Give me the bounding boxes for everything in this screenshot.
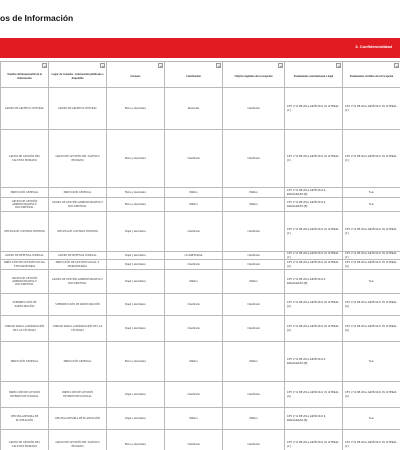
table-cell: N.A. [343,198,400,212]
table-cell: Pública [165,188,223,198]
table-row [1,88,400,130]
filter-dropdown-icon[interactable] [42,63,47,68]
section-banner [0,38,400,58]
table-cell: Clasificada [165,130,223,188]
table-cell: GRUPO DE GESTIÓN ADMINISTRATIVA Y DOCUMENTAL [49,270,107,294]
table-cell: LEY 1712 DE 2014, ARTÍCULO 18, LITERAL (A) [343,382,400,408]
column-header-label: Fundamento constitucional o legal [293,74,334,78]
page-title: os de Información [0,13,74,23]
table-cell: GRUPO DE GESTIÓN ADMINISTRATIVA Y DOCUMENTAL [1,270,49,294]
column-header-label: Clasificación [186,74,201,78]
table-cell: LEY 1712 DE 2014, ARTÍCULO 18, LITERAL (A) [343,316,400,342]
table-cell: Reservada [165,88,223,130]
table-cell: DIRECCIÓN GENERAL [49,342,107,382]
table-cell: Pública [223,188,285,198]
table-cell: DIRECCIÓN GENERAL [1,342,49,382]
table-cell: LEY 1712 DE 2014, ARTÍCULO 6, PARÁGRAFO (B) [285,342,343,382]
table-cell: Papel y electrónico [107,252,165,260]
table-cell: Físico y electrónico [107,130,165,188]
table-cell: GRUPO DE GESTIÓN DEL TALENTO HUMANO [49,430,107,450]
filter-dropdown-icon[interactable] [394,63,399,68]
table-cell: Pública [223,270,285,294]
table-cell: GRUPO DE DEFENSA JUDICIAL [49,252,107,260]
column-header-clasificacion [165,62,223,88]
table-cell: LEY 1712 DE 2014, ARTÍCULO 18, LITERAL (C) [343,430,400,450]
table-cell: Papel y electrónico [107,316,165,342]
table-cell: DIRECCIÓN DE GESTIÓN INTERINSTITUCIONAL [49,382,107,408]
table-cell: Pública [165,270,223,294]
table-cell: DIRECCIÓN GENERAL [49,188,107,198]
table-row [1,130,400,188]
table-cell: Clasificada [165,294,223,316]
table-cell: Clasificada [223,294,285,316]
table-cell: LEY 1712 DE 2014, ARTÍCULO 18, LITERAL (A) [285,316,343,342]
table-cell: OFICINA ASESORA DE PLANEACIÓN [49,408,107,430]
table-cell: OFICINA DE CONTROL INTERNO [1,212,49,252]
table-cell: Físico y electrónico [107,88,165,130]
table-cell: DIRECCIÓN DE GESTIÓN SOCIAL Y HUMANITARIA [1,260,49,270]
table-cell: CLASIFICADA [165,252,223,260]
table-row [1,342,400,382]
table-cell: LEY 1712 DE 2014, ARTÍCULO 18, LITERAL (A) [343,260,400,270]
filter-dropdown-icon[interactable] [278,63,283,68]
table-cell: N.A. [343,188,400,198]
table-cell: Clasificada [165,260,223,270]
table-cell: Papel y electrónico [107,408,165,430]
table-cell: OFICINA DE CONTROL INTERNO [49,212,107,252]
table-cell: GRUPO DE DEFENSA JUDICIAL [1,252,49,260]
table-cell: LEY 1712 DE 2014, ARTÍCULO 18, LITERAL (C) [285,430,343,450]
table-cell: GRUPO DE GESTIÓN ADMINISTRATIVA Y DOCUMENTAL [1,198,49,212]
table-cell: Papel y electrónico [107,212,165,252]
table-cell: UNIDAD PARA LA REPARACIÓN DE LAS VÍCTIMAS [49,316,107,342]
information-table [0,61,400,450]
table-row [1,382,400,408]
column-header-label: Fundamento Jurídico de la Excepción [349,74,394,78]
table-cell: N.A. [343,408,400,430]
table-cell: GRUPO DE ARCHIVO CENTRAL [1,88,49,130]
table-cell: GRUPO DE GESTIÓN ADMINISTRATIVA Y DOCUMENTAL [49,198,107,212]
table-cell: LEY 1712 DE 2014, ARTÍCULO 18, LITERAL (A) [285,294,343,316]
table-row [1,198,400,212]
table-cell: Clasificada [223,382,285,408]
table-cell: LEY 1712 DE 2014, ARTÍCULO 18, LITERAL (C) [343,88,400,130]
table-cell: Pública [165,198,223,212]
table-row [1,212,400,252]
filter-dropdown-icon[interactable] [336,63,341,68]
column-header-label: Nombre del Responsable de la Información [7,73,42,80]
table-cell: Clasificada [223,260,285,270]
table-row [1,252,400,260]
table-cell: SUBDIRECCIÓN DE PARTICIPACIÓN [1,294,49,316]
table-cell: Pública [223,408,285,430]
table-row [1,260,400,270]
table-cell: Clasificada [223,430,285,450]
table-cell: N.A. [343,270,400,294]
table-cell: Clasificada [223,130,285,188]
table-cell: LEY 1712 DE 2014, ARTÍCULO 6, PARÁGRAFO (B) [285,270,343,294]
table-cell: SUBDIRECCIÓN DE PARTICIPACIÓN [49,294,107,316]
table-cell: LEY 1712 DE 2014, ARTÍCULO 6, PARÁGRAFO (B) [285,198,343,212]
table-cell: Papel y electrónico [107,294,165,316]
table-cell: Clasificada [165,212,223,252]
table-cell: Pública [223,198,285,212]
table-cell: Clasificada [223,252,285,260]
column-header-fundamento-juridico [343,62,400,88]
table-cell: Físico y electrónico [107,342,165,382]
table-cell: Físico y electrónico [107,198,165,212]
table-cell: Clasificada [223,212,285,252]
table-row [1,430,400,450]
table-cell: Pública [223,342,285,382]
column-header-formato [107,62,165,88]
filter-dropdown-icon[interactable] [216,63,221,68]
table-cell: LEY 1712 DE 2014, ARTÍCULO 18, LITERAL (C) [285,88,343,130]
table-cell: LEY 1712 DE 2014, ARTÍCULO 18, LITERAL (A) [343,294,400,316]
table-row [1,270,400,294]
section-banner-label: 3. Confidencialidad [355,44,392,49]
table-cell: Físico y electrónico [107,430,165,450]
table-cell: N.A. [343,342,400,382]
table-cell: GRUPO DE ARCHIVO CENTRAL [49,88,107,130]
column-header-objetivo [223,62,285,88]
column-header-responsable [1,62,49,88]
table-cell: Pública [165,408,223,430]
table-cell: GRUPO DE GESTIÓN DEL TALENTO HUMANO [1,430,49,450]
table-cell: UNIDAD PARA LA REPARACIÓN DE LAS VÍCTIMAS [1,316,49,342]
table-cell: DIRECCIÓN DE GESTIÓN SOCIAL Y HUMANITARIA [49,260,107,270]
table-cell: Papel y electrónico [107,270,165,294]
column-header-fundamento-legal [285,62,343,88]
table-cell: GRUPO DE GESTIÓN DEL TALENTO HUMANO [49,130,107,188]
column-header-lugar-consulta [49,62,107,88]
table-cell: LEY 1712 DE 2014, ARTÍCULO 18, LITERAL (C) [285,252,343,260]
table-cell: LEY 1712 DE 2014, ARTÍCULO 18, LITERAL (A) [285,260,343,270]
table-row [1,408,400,430]
table-row [1,316,400,342]
table-cell: LEY 1712 DE 2014, ARTÍCULO 18, LITERAL (C) [285,212,343,252]
column-header-label: Formato [130,74,141,78]
column-header-label: Objetivo legítimo de la excepción [234,74,273,78]
table-cell: Clasificada [165,382,223,408]
table-header-row [1,62,400,88]
table-cell: LEY 1712 DE 2014, ARTÍCULO 18, LITERAL (A) [285,382,343,408]
filter-dropdown-icon[interactable] [158,63,163,68]
table-cell: Clasificada [223,316,285,342]
table-cell: Papel y electrónico [107,260,165,270]
column-header-label: Lugar de Consulta - Información publicada o disponible [51,73,104,80]
table-cell: LEY 1712 DE 2014, ARTÍCULO 6, PARÁGRAFO (B) [285,408,343,430]
table-cell: LEY 1712 DE 2014, ARTÍCULO 18, LITERAL (C) [343,130,400,188]
table-row [1,294,400,316]
table-cell: LEY 1712 DE 2014, ARTÍCULO 6, PARÁGRAFO (B) [285,188,343,198]
table-cell: Clasificada [165,316,223,342]
table-cell: OFICINA ASESORA DE PLANEACIÓN [1,408,49,430]
table-cell: Clasificada [223,88,285,130]
table-cell: Papel y electrónico [107,382,165,408]
table-cell: LEY 1712 DE 2014, ARTÍCULO 18, LITERAL (C) [343,252,400,260]
table-cell: Pública [165,342,223,382]
table-cell: Clasificada [165,430,223,450]
table-cell: LEY 1712 DE 2014, ARTÍCULO 18, LITERAL (C) [285,130,343,188]
table-cell: DIRECCIÓN DE GESTIÓN INTERINSTITUCIONAL [1,382,49,408]
filter-dropdown-icon[interactable] [100,63,105,68]
table-row [1,188,400,198]
table-cell: LEY 1712 DE 2014, ARTÍCULO 18, LITERAL (C) [343,212,400,252]
table-cell: GRUPO DE GESTIÓN DEL TALENTO HUMANO [1,130,49,188]
table-cell: Físico y electrónico [107,188,165,198]
table-cell: DIRECCIÓN GENERAL [1,188,49,198]
